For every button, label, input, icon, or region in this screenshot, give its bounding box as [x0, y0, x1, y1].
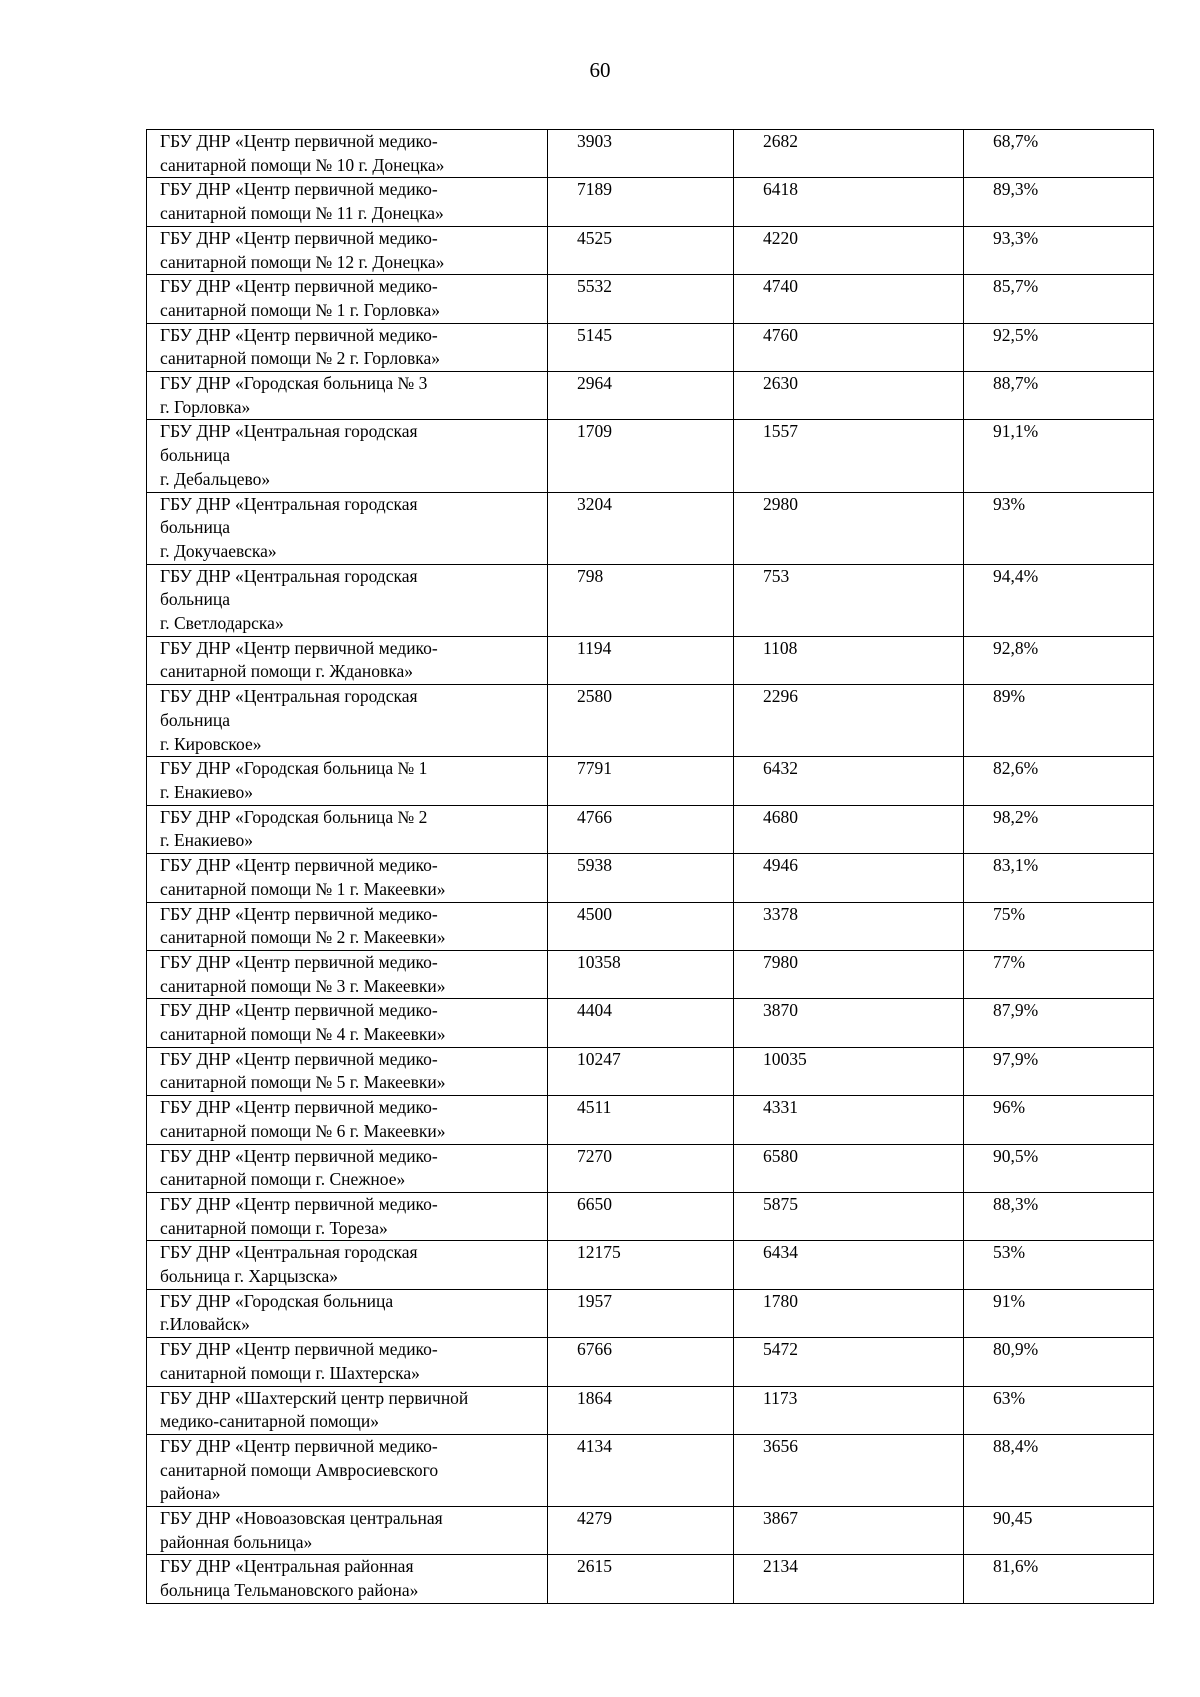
institution-cell — [147, 1241, 548, 1289]
percent-cell: 88,4% — [964, 1434, 1154, 1506]
table-row — [147, 902, 1154, 950]
value-1-cell: 7791 — [548, 757, 734, 805]
table-row — [147, 805, 1154, 853]
institution-name: ГБУ ДНР «Центр первичной медико- санитарной помощи № 1 г. Макеевки» — [160, 855, 446, 899]
value-1-cell: 1709 — [548, 420, 734, 492]
institution-name: ГБУ ДНР «Городская больница № 1 г. Енакиево» — [160, 758, 428, 802]
value-2-cell: 4946 — [734, 854, 964, 902]
value-2-cell: 3870 — [734, 999, 964, 1047]
percent-cell: 98,2% — [964, 805, 1154, 853]
value-1-cell: 10358 — [548, 950, 734, 998]
value-1-cell: 1194 — [548, 636, 734, 684]
table-row — [147, 275, 1154, 323]
institution-cell — [147, 1434, 548, 1506]
value-2-cell: 5875 — [734, 1192, 964, 1240]
value-2-cell: 7980 — [734, 950, 964, 998]
value-2-cell: 3656 — [734, 1434, 964, 1506]
value-1-cell: 4500 — [548, 902, 734, 950]
percent-cell: 92,5% — [964, 323, 1154, 371]
institution-cell — [147, 1507, 548, 1555]
institution-name: ГБУ ДНР «Центр первичной медико- санитарной помощи № 6 г. Макеевки» — [160, 1097, 446, 1141]
institution-cell — [147, 1096, 548, 1144]
value-2-cell: 1173 — [734, 1386, 964, 1434]
institution-cell — [147, 1047, 548, 1095]
statistics-table — [146, 129, 1154, 1604]
table-row — [147, 757, 1154, 805]
table-row — [147, 372, 1154, 420]
institution-name: ГБУ ДНР «Шахтерский центр первичной медико-санитарной помощи» — [160, 1387, 469, 1432]
value-2-cell: 753 — [734, 564, 964, 636]
institution-name: ГБУ ДНР «Новоазовская центральная районная больница» — [160, 1508, 443, 1552]
institution-cell — [147, 1338, 548, 1386]
percent-cell: 89% — [964, 685, 1154, 757]
value-1-cell: 2615 — [548, 1555, 734, 1603]
table-row — [147, 226, 1154, 274]
institution-cell — [147, 854, 548, 902]
institution-cell — [147, 950, 548, 998]
percent-cell: 93,3% — [964, 226, 1154, 274]
institution-cell — [147, 636, 548, 684]
table-row — [147, 854, 1154, 902]
value-1-cell: 6650 — [548, 1192, 734, 1240]
value-1-cell: 7189 — [548, 178, 734, 226]
value-2-cell: 3378 — [734, 902, 964, 950]
institution-cell — [147, 757, 548, 805]
value-2-cell: 5472 — [734, 1338, 964, 1386]
value-1-cell: 7270 — [548, 1144, 734, 1192]
value-2-cell: 4680 — [734, 805, 964, 853]
institution-name: ГБУ ДНР «Центр первичной медико- санитарной помощи № 2 г. Макеевки» — [160, 903, 446, 948]
institution-cell — [147, 1386, 548, 1434]
value-2-cell: 2980 — [734, 492, 964, 564]
table-row — [147, 492, 1154, 564]
institution-cell — [147, 275, 548, 323]
percent-cell: 96% — [964, 1096, 1154, 1144]
institution-name: ГБУ ДНР «Центр первичной медико- санитарной помощи № 3 г. Макеевки» — [160, 951, 446, 996]
institution-cell — [147, 420, 548, 492]
institution-name: ГБУ ДНР «Центральная городская больница г. Докучаевска» — [160, 493, 418, 561]
percent-cell: 68,7% — [964, 130, 1154, 178]
institution-name: ГБУ ДНР «Центральная городская больница г. Кировское» — [160, 686, 418, 754]
percent-cell: 87,9% — [964, 999, 1154, 1047]
percent-cell: 91% — [964, 1289, 1154, 1337]
value-1-cell: 3204 — [548, 492, 734, 564]
value-1-cell: 5145 — [548, 323, 734, 371]
value-1-cell: 5532 — [548, 275, 734, 323]
value-2-cell: 10035 — [734, 1047, 964, 1095]
institution-cell — [147, 372, 548, 420]
value-2-cell: 6580 — [734, 1144, 964, 1192]
percent-cell: 63% — [964, 1386, 1154, 1434]
institution-name: ГБУ ДНР «Центр первичной медико- санитарной помощи г. Шахтерска» — [160, 1339, 438, 1383]
percent-cell: 83,1% — [964, 854, 1154, 902]
percent-cell: 91,1% — [964, 420, 1154, 492]
institution-cell — [147, 492, 548, 564]
value-2-cell: 6418 — [734, 178, 964, 226]
value-1-cell: 4404 — [548, 999, 734, 1047]
percent-cell: 82,6% — [964, 757, 1154, 805]
value-2-cell: 1108 — [734, 636, 964, 684]
institution-cell — [147, 902, 548, 950]
table-row — [147, 636, 1154, 684]
institution-name: ГБУ ДНР «Центр первичной медико- санитарной помощи № 11 г. Донецка» — [160, 179, 444, 224]
value-2-cell: 4760 — [734, 323, 964, 371]
value-1-cell: 1957 — [548, 1289, 734, 1337]
table-row — [147, 1241, 1154, 1289]
table-row — [147, 178, 1154, 226]
institution-name: ГБУ ДНР «Центр первичной медико- санитарной помощи № 10 г. Донецка» — [160, 131, 445, 175]
institution-cell — [147, 1289, 548, 1337]
value-1-cell: 10247 — [548, 1047, 734, 1095]
percent-cell: 88,3% — [964, 1192, 1154, 1240]
value-2-cell: 1780 — [734, 1289, 964, 1337]
institution-cell — [147, 685, 548, 757]
table-row — [147, 1386, 1154, 1434]
institution-name: ГБУ ДНР «Центр первичной медико- санитарной помощи г. Снежное» — [160, 1145, 438, 1190]
percent-cell: 90,5% — [964, 1144, 1154, 1192]
institution-name: ГБУ ДНР «Центр первичной медико- санитарной помощи № 12 г. Донецка» — [160, 227, 445, 272]
value-2-cell: 4220 — [734, 226, 964, 274]
institution-cell — [147, 130, 548, 178]
table-row — [147, 1047, 1154, 1095]
value-1-cell: 2580 — [548, 685, 734, 757]
institution-name: ГБУ ДНР «Центр первичной медико- санитарной помощи г. Тореза» — [160, 1193, 438, 1238]
institution-cell — [147, 1144, 548, 1192]
institution-name: ГБУ ДНР «Городская больница г.Иловайск» — [160, 1290, 394, 1335]
institution-cell — [147, 1192, 548, 1240]
table-row — [147, 130, 1154, 178]
institution-cell — [147, 226, 548, 274]
percent-cell: 89,3% — [964, 178, 1154, 226]
institution-name: ГБУ ДНР «Центральная городская больница г. Харцызска» — [160, 1242, 418, 1287]
table-row — [147, 999, 1154, 1047]
value-1-cell: 6766 — [548, 1338, 734, 1386]
value-2-cell: 2134 — [734, 1555, 964, 1603]
value-1-cell: 1864 — [548, 1386, 734, 1434]
value-2-cell: 6432 — [734, 757, 964, 805]
table-row — [147, 323, 1154, 371]
institution-cell — [147, 178, 548, 226]
table-row — [147, 1096, 1154, 1144]
institution-name: ГБУ ДНР «Городская больница № 3 г. Горловка» — [160, 373, 428, 417]
value-2-cell: 4331 — [734, 1096, 964, 1144]
percent-cell: 88,7% — [964, 372, 1154, 420]
institution-cell — [147, 999, 548, 1047]
institution-name: ГБУ ДНР «Центральная районная больница Тельмановского района» — [160, 1556, 419, 1601]
table-row — [147, 685, 1154, 757]
institution-name: ГБУ ДНР «Центральная городская больница г. Дебальцево» — [160, 421, 418, 489]
percent-cell: 85,7% — [964, 275, 1154, 323]
institution-name: ГБУ ДНР «Центр первичной медико- санитарной помощи № 5 г. Макеевки» — [160, 1048, 446, 1093]
table-row — [147, 564, 1154, 636]
value-1-cell: 4525 — [548, 226, 734, 274]
institution-name: ГБУ ДНР «Центр первичной медико- санитарной помощи № 4 г. Макеевки» — [160, 1000, 446, 1045]
table-row — [147, 1289, 1154, 1337]
value-1-cell: 798 — [548, 564, 734, 636]
table-row — [147, 950, 1154, 998]
institution-name: ГБУ ДНР «Городская больница № 2 г. Енакиево» — [160, 806, 428, 851]
institution-name: ГБУ ДНР «Центр первичной медико- санитарной помощи г. Ждановка» — [160, 637, 438, 682]
institution-cell — [147, 805, 548, 853]
value-2-cell: 4740 — [734, 275, 964, 323]
percent-cell: 90,45 — [964, 1507, 1154, 1555]
percent-cell: 77% — [964, 950, 1154, 998]
table-row — [147, 1507, 1154, 1555]
institution-cell — [147, 564, 548, 636]
table-body — [147, 130, 1154, 1604]
table-row — [147, 1555, 1154, 1603]
percent-cell: 81,6% — [964, 1555, 1154, 1603]
table-row — [147, 1338, 1154, 1386]
percent-cell: 92,8% — [964, 636, 1154, 684]
institution-name: ГБУ ДНР «Центральная городская больница г. Светлодарска» — [160, 565, 418, 634]
institution-cell — [147, 323, 548, 371]
value-1-cell: 12175 — [548, 1241, 734, 1289]
percent-cell: 97,9% — [964, 1047, 1154, 1095]
value-1-cell: 4279 — [548, 1507, 734, 1555]
table-row — [147, 420, 1154, 492]
percent-cell: 75% — [964, 902, 1154, 950]
value-2-cell: 1557 — [734, 420, 964, 492]
institution-name: ГБУ ДНР «Центр первичной медико- санитарной помощи № 1 г. Горловка» — [160, 276, 441, 320]
value-2-cell: 2630 — [734, 372, 964, 420]
percent-cell: 53% — [964, 1241, 1154, 1289]
value-2-cell: 2682 — [734, 130, 964, 178]
value-2-cell: 2296 — [734, 685, 964, 757]
value-1-cell: 5938 — [548, 854, 734, 902]
value-1-cell: 4134 — [548, 1434, 734, 1506]
table-row — [147, 1144, 1154, 1192]
table-row — [147, 1434, 1154, 1506]
value-1-cell: 4511 — [548, 1096, 734, 1144]
value-2-cell: 3867 — [734, 1507, 964, 1555]
percent-cell: 93% — [964, 492, 1154, 564]
institution-name: ГБУ ДНР «Центр первичной медико- санитарной помощи № 2 г. Горловка» — [160, 324, 441, 369]
value-1-cell: 3903 — [548, 130, 734, 178]
value-1-cell: 4766 — [548, 805, 734, 853]
percent-cell: 80,9% — [964, 1338, 1154, 1386]
page-number: 60 — [589, 58, 611, 82]
table-row — [147, 1192, 1154, 1240]
value-1-cell: 2964 — [548, 372, 734, 420]
value-2-cell: 6434 — [734, 1241, 964, 1289]
institution-cell — [147, 1555, 548, 1603]
institution-name: ГБУ ДНР «Центр первичной медико- санитарной помощи Амвросиевского района» — [160, 1435, 439, 1504]
percent-cell: 94,4% — [964, 564, 1154, 636]
